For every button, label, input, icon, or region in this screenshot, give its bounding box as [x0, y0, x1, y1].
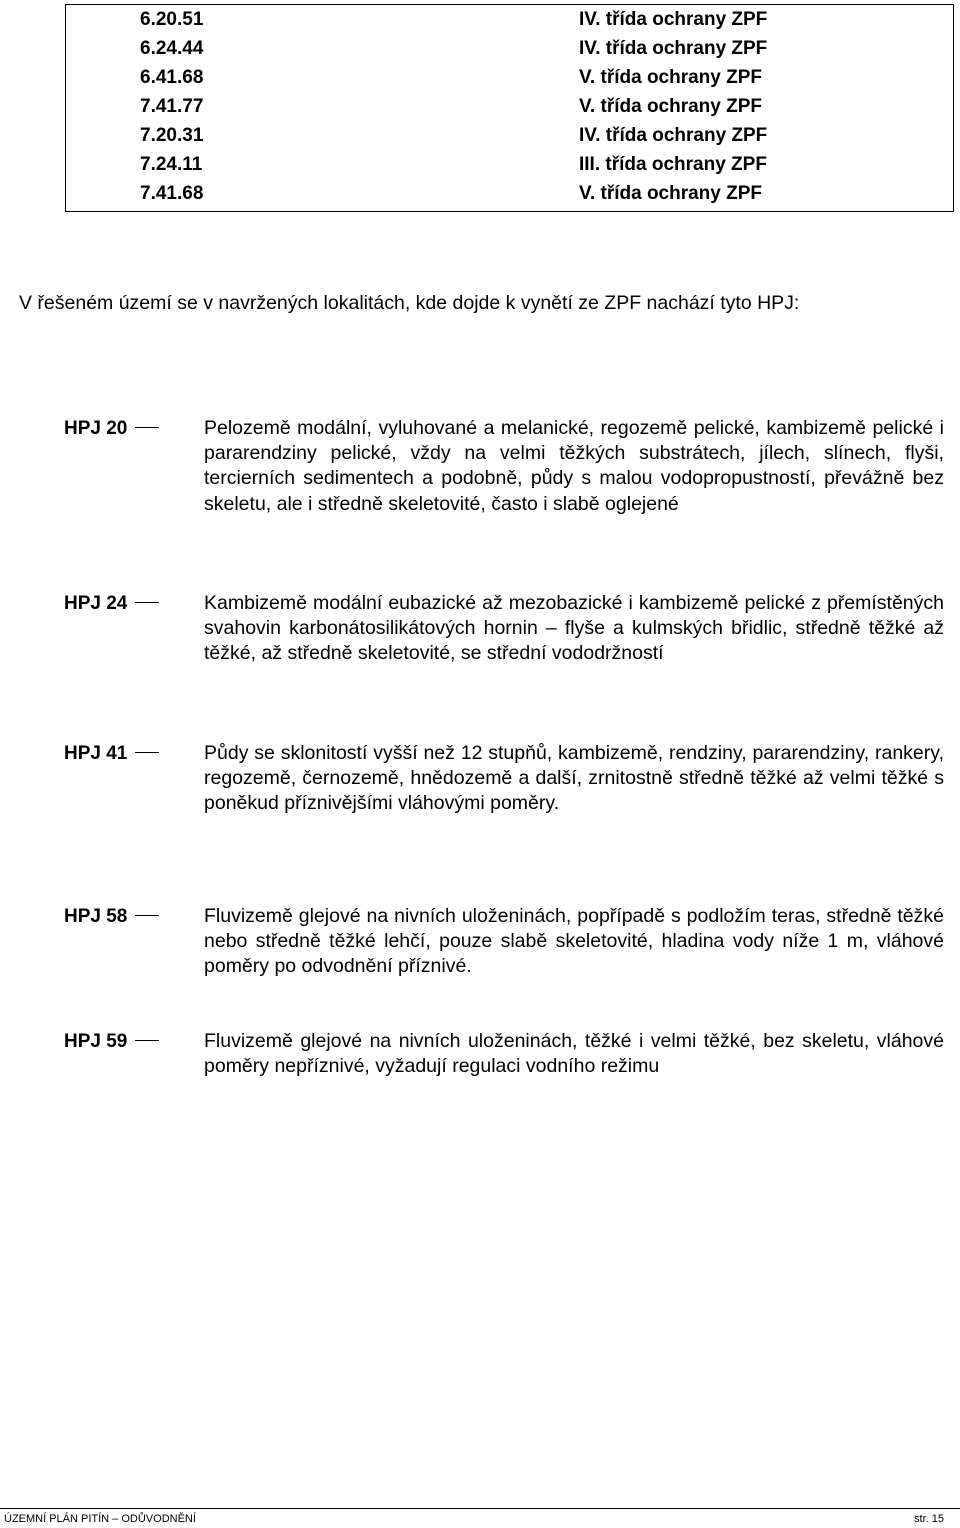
hpj-label: HPJ 58	[64, 904, 159, 929]
table-row	[66, 179, 953, 208]
protection-class: III. třída ochrany ZPF	[579, 154, 767, 175]
hpj-label: HPJ 41	[64, 741, 159, 766]
bpej-code: 7.24.11	[140, 154, 203, 175]
protection-class: V. třída ochrany ZPF	[579, 96, 763, 117]
dash-line	[135, 752, 159, 753]
dash-line	[135, 602, 159, 603]
zpf-class-table	[65, 4, 954, 212]
hpj-label: HPJ 20	[64, 416, 159, 441]
dash-line	[135, 427, 159, 428]
table-row	[66, 5, 953, 34]
hpj-label: HPJ 24	[64, 591, 159, 616]
hpj-description: Půdy se sklonitostí vyšší než 12 stupňů, kambizemě, rendziny, pararendziny, rankery, regozemě, černozemě, hnědozemě a další, zrnitostně středně těžké až velmi těžké s poněkud příznivějšími vláhovými poměry.	[204, 742, 944, 815]
hpj-description: Pelozemě modální, vyluhované a melanické, regozemě pelické, kambizemě pelické i pararendziny pelické, vždy na velmi těžkých substrátech, jílech, slínech, flyši, tercierních sedimentech a podobně, půdy s malou vodopropustností, převážně bez skeletu, ale i středně skeletovité, často i slabě oglejené	[204, 417, 944, 515]
dash-line	[135, 915, 159, 916]
footer-title: ÚZEMNÍ PLÁN PITÍN – ODŮVODNĚNÍ	[4, 1513, 196, 1525]
hpj-description: Fluvizemě glejové na nivních uloženinách, popřípadě s podložím teras, středně těžké nebo středně těžké lehčí, pouze slabě skeletovité, hladina vody níže 1 m, vláhové poměry po odvodnění příznivé.	[204, 905, 944, 978]
hpj-description: Fluvizemě glejové na nivních uloženinách, těžké i velmi těžké, bez skeletu, vláhové poměry nepříznivé, vyžadují regulaci vodního režimu	[204, 1030, 944, 1078]
footer-divider	[0, 1508, 960, 1509]
bpej-code: 7.41.68	[140, 183, 204, 204]
hpj-label: HPJ 59	[64, 1029, 159, 1054]
protection-class: IV. třída ochrany ZPF	[579, 9, 768, 30]
table-row	[66, 121, 953, 150]
dash-line	[135, 1040, 159, 1041]
table-row	[66, 92, 953, 121]
intro-paragraph: V řešeném území se v navržených lokalitách, kde dojde k vynětí ze ZPF nachází tyto HPJ:	[19, 292, 800, 314]
bpej-code: 7.20.31	[140, 125, 204, 146]
hpj-description: Kambizemě modální eubazické až mezobazické i kambizemě pelické z přemístěných svahovin karbonátosilikátových hornin – flyše a kulmských břidlic, středně těžké až těžké, až středně skeletovité, se střední vododržností	[204, 592, 944, 665]
protection-class: IV. třída ochrany ZPF	[579, 38, 768, 59]
protection-class: V. třída ochrany ZPF	[579, 67, 763, 88]
bpej-code: 7.41.77	[140, 96, 204, 117]
protection-class: IV. třída ochrany ZPF	[579, 125, 768, 146]
bpej-code: 6.41.68	[140, 67, 204, 88]
protection-class: V. třída ochrany ZPF	[579, 183, 763, 204]
table-row	[66, 63, 953, 92]
bpej-code: 6.20.51	[140, 9, 204, 30]
table-row	[66, 150, 953, 179]
bpej-code: 6.24.44	[140, 38, 204, 59]
page-number: str. 15	[914, 1513, 944, 1525]
table-row	[66, 34, 953, 63]
